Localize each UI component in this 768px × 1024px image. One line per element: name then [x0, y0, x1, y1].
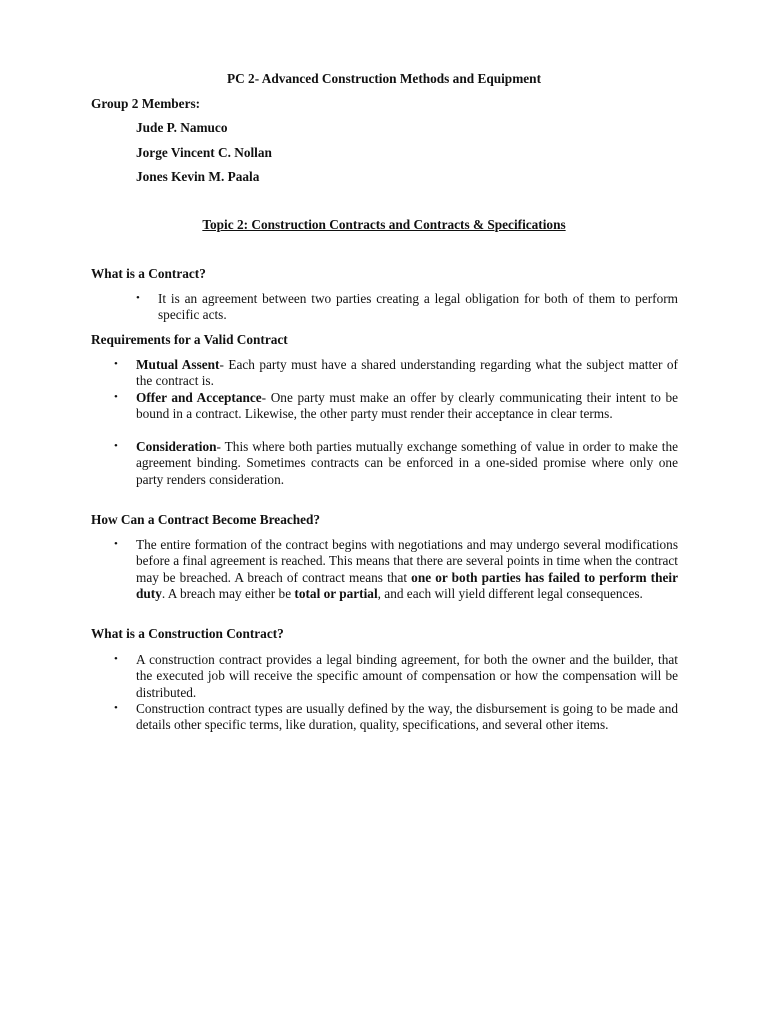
- list-item-text: - One party must make an offer by clearly communicating their intent to be bound in a contract. Likewise, the other party must render their acceptance in clear terms.: [136, 390, 679, 422]
- list-item-text: , and each will yield different legal consequences.: [377, 586, 643, 602]
- section-heading-construction: What is a Construction Contract?: [91, 626, 284, 641]
- bullet-icon: •: [136, 292, 140, 304]
- member-name: Jorge Vincent C. Nollan: [136, 145, 272, 160]
- list-item-text: - This where both parties mutually exchange something of value in order to make the agreement binding. Sometimes contracts can be enforced in a one-sided promise where only one party renders consideration.: [136, 439, 678, 487]
- topic-text: Topic 2: Construction Contracts and Contracts & Specifications: [202, 217, 566, 232]
- list-item-term: Mutual Assent: [136, 357, 220, 372]
- bullet-icon: •: [114, 440, 118, 452]
- list-item: [136, 701, 678, 734]
- list-item: [136, 652, 678, 701]
- list-item-term: Offer and Acceptance: [136, 390, 262, 405]
- section-heading-contract: What is a Contract?: [91, 266, 206, 281]
- list-item-term: Consideration: [136, 439, 217, 454]
- list-item-emphasis: one or both parties has failed to perform their duty: [136, 569, 678, 602]
- bullet-icon: •: [114, 653, 118, 665]
- list-item-text: - Each party must have a shared understanding regarding what the subject matter of the contract is.: [136, 357, 678, 389]
- member-name: Jones Kevin M. Paala: [136, 169, 260, 184]
- section-heading-requirements: Requirements for a Valid Contract: [91, 332, 288, 347]
- list-item-text: Construction contract types are usually defined by the way, the disbursement is going to be made and details other specific terms, like duration, quality, specifications, and several other items.: [136, 701, 678, 733]
- list-item: [136, 537, 678, 603]
- list-item: [158, 291, 678, 324]
- member-name: Jude P. Namuco: [136, 120, 228, 135]
- document-title: PC 2- Advanced Construction Methods and Equipment: [227, 71, 541, 86]
- section-heading-breach: How Can a Contract Become Breached?: [91, 512, 321, 527]
- list-item: [136, 439, 678, 488]
- list-item-text: . A breach may either be: [161, 586, 295, 602]
- list-item-emphasis: total or partial: [294, 586, 378, 602]
- list-item: [136, 390, 678, 423]
- topic-heading: [0, 217, 768, 233]
- list-item-text: The entire formation of the contract begins with negotiations and may undergo several modifications before a final agreement is reached. This means that there are several points in time when the contract may be breached. A breach of contract means that: [136, 537, 678, 585]
- bullet-icon: •: [114, 358, 118, 370]
- bullet-icon: •: [114, 702, 118, 714]
- group-heading: Group 2 Members:: [91, 96, 201, 111]
- list-item-text: It is an agreement between two parties creating a legal obligation for both of them to perform specific acts.: [158, 291, 678, 323]
- list-item: [136, 357, 678, 390]
- list-item-text: A construction contract provides a legal binding agreement, for both the owner and the builder, that the executed job will receive the specific amount of compensation or how the compensation will be distributed.: [136, 652, 678, 700]
- bullet-icon: •: [114, 391, 118, 403]
- bullet-icon: •: [114, 538, 118, 550]
